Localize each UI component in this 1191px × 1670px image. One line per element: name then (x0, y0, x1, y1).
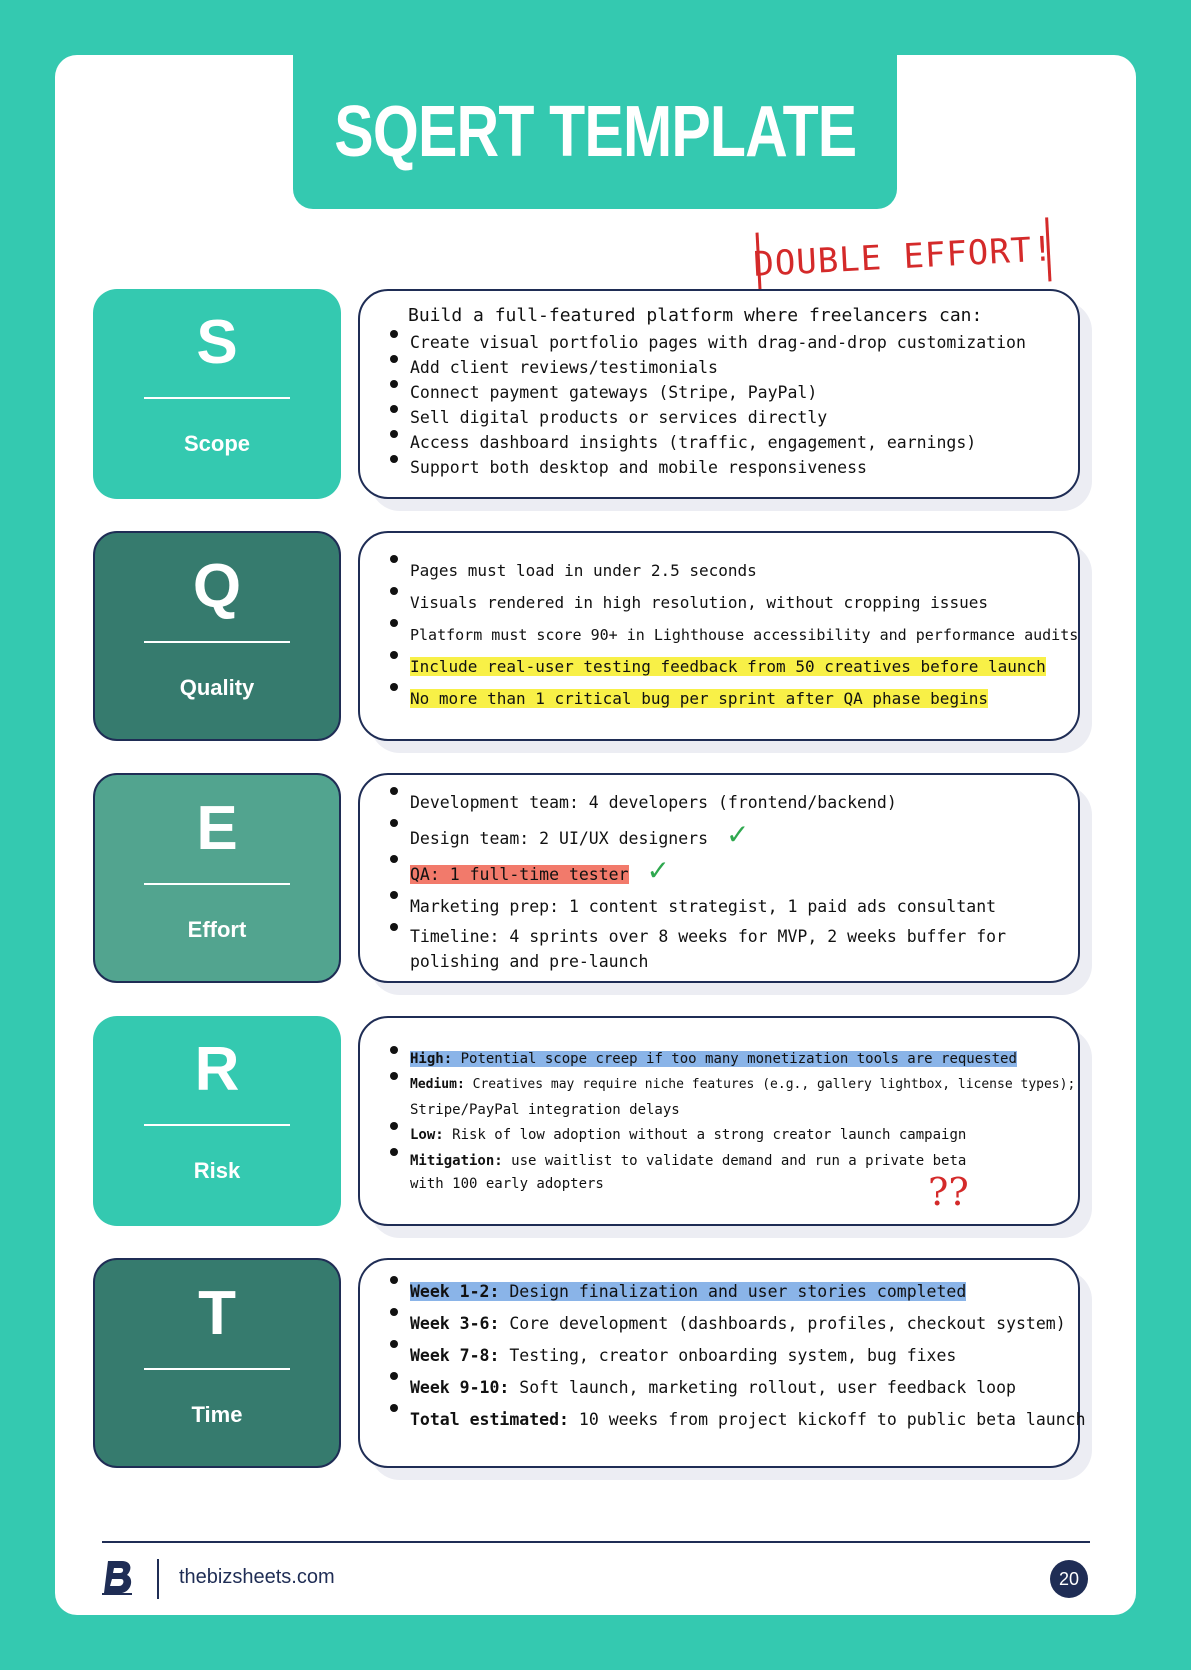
time-text: Soft launch, marketing rollout, user feedback loop (509, 1378, 1016, 1397)
risk-label: Risk (193, 1158, 241, 1183)
effort-content-box (358, 773, 1080, 983)
time-key: Total estimated: (410, 1410, 569, 1429)
risk-content-box (358, 1016, 1080, 1226)
page-number: 20 (1050, 1560, 1088, 1598)
highlighted-text (410, 1282, 966, 1301)
scope-content-box (358, 289, 1080, 499)
risk-continuation: with 100 early adopters (410, 1176, 604, 1192)
list-item: Connect payment gateways (Stripe, PayPal) (380, 380, 1078, 405)
risk-letter-card (93, 1016, 341, 1226)
scope-list (360, 330, 1078, 480)
risk-list (360, 1046, 1078, 1098)
quality-letter: Q (192, 552, 242, 621)
time-letter-card (93, 1258, 341, 1468)
stamp-text: DOUBLE EFFORT! (752, 229, 1055, 285)
list-item: Marketing prep: 1 content strategist, 1 paid ads consultant (380, 891, 1078, 923)
list-item: Pages must load in under 2.5 seconds (380, 555, 1078, 587)
risk-key: Mitigation: (410, 1153, 503, 1169)
quality-divider (144, 641, 290, 643)
list-item (380, 1340, 1078, 1372)
list-item (380, 1372, 1078, 1404)
footer-divider (102, 1541, 1090, 1543)
risk-key: Medium: (410, 1077, 465, 1092)
list-item (380, 1122, 1078, 1148)
effort-letter-card (93, 773, 341, 983)
quality-list (360, 555, 1078, 715)
bizsheets-logo-icon (100, 1557, 136, 1597)
question-marks-annotation: ?? (928, 1170, 969, 1214)
quality-label: Quality (179, 675, 255, 700)
effort-label: Effort (187, 917, 247, 942)
check-icon: ✓ (646, 854, 671, 887)
list-item: Create visual portfolio pages with drag-and-drop customization (380, 330, 1078, 355)
list-item (380, 1046, 1078, 1072)
quality-letter-card (93, 531, 341, 741)
risk-text: Risk of low adoption without a strong creator launch campaign (443, 1127, 967, 1143)
time-content-box (358, 1258, 1086, 1468)
time-key: Week 3-6: (410, 1314, 500, 1333)
risk-key: Low: (410, 1127, 444, 1143)
quality-content-box (358, 531, 1080, 741)
scope-divider (144, 397, 290, 399)
risk-key: High: (410, 1051, 453, 1067)
highlighted-text: Include real-user testing feedback from 50 creatives before launch (410, 657, 1046, 676)
title-banner (293, 55, 897, 209)
highlighted-text (410, 1051, 1017, 1067)
list-item (380, 1072, 1078, 1098)
risk-text: Creatives may require niche features (e.g., gallery lightbox, license types); (464, 1077, 1076, 1092)
effort-list (360, 787, 1078, 951)
list-item (380, 1148, 1078, 1174)
risk-text: use waitlist to validate demand and run a private beta (502, 1153, 967, 1169)
time-divider (144, 1368, 290, 1370)
time-key: Week 1-2: (410, 1282, 500, 1301)
time-text: Design finalization and user stories completed (499, 1282, 967, 1301)
list-item (380, 651, 1078, 683)
scope-label: Scope (183, 431, 251, 456)
list-item: Timeline: 4 sprints over 8 weeks for MVP, 2 weeks buffer for (380, 923, 1078, 951)
time-label: Time (191, 1402, 243, 1427)
list-item (380, 1308, 1078, 1340)
list-item: Visuals rendered in high resolution, without cropping issues (380, 587, 1078, 619)
effort-letter: E (196, 794, 238, 863)
time-key: Week 7-8: (410, 1346, 500, 1365)
page-title: SQERT TEMPLATE (333, 92, 857, 172)
time-text: Testing, creator onboarding system, bug fixes (499, 1346, 957, 1365)
risk-text: Potential scope creep if too many monetization tools are requested (452, 1051, 1017, 1067)
list-item (380, 819, 1078, 855)
risk-continuation: Stripe/PayPal integration delays (410, 1102, 680, 1118)
list-item: Development team: 4 developers (frontend/backend) (380, 787, 1078, 819)
list-item (380, 855, 1078, 891)
effort-continuation: polishing and pre-launch (410, 952, 649, 971)
footer-separator (157, 1559, 159, 1599)
list-item: Add client reviews/testimonials (380, 355, 1078, 380)
list-item: Sell digital products or services directly (380, 405, 1078, 430)
risk-divider (144, 1124, 290, 1126)
risk-letter: R (194, 1035, 240, 1104)
scope-intro: Build a full-featured platform where freelancers can: (408, 305, 983, 326)
highlighted-text: QA: 1 full-time tester (410, 865, 629, 884)
footer-website[interactable]: thebizsheets.com (179, 1566, 335, 1588)
highlighted-text: No more than 1 critical bug per sprint after QA phase begins (410, 689, 988, 708)
item-text: Design team: 2 UI/UX designers (410, 829, 709, 848)
time-text: 10 weeks from project kickoff to public beta launch (568, 1410, 1086, 1429)
time-list (360, 1276, 1086, 1436)
list-item: Platform must score 90+ in Lighthouse accessibility and performance audits (380, 619, 1078, 651)
list-item (380, 1276, 1078, 1308)
scope-letter: S (196, 308, 238, 377)
time-key: Week 9-10: (410, 1378, 510, 1397)
check-icon: ✓ (726, 818, 750, 851)
time-letter: T (198, 1279, 236, 1348)
scope-letter-card (93, 289, 341, 499)
time-text: Core development (dashboards, profiles, checkout system) (499, 1314, 1066, 1333)
risk-list-2 (360, 1122, 1078, 1174)
list-item (380, 683, 1078, 715)
list-item: Access dashboard insights (traffic, engagement, earnings) (380, 430, 1078, 455)
list-item (380, 1404, 1086, 1436)
list-item: Support both desktop and mobile responsiveness (380, 455, 1078, 480)
effort-divider (144, 883, 290, 885)
